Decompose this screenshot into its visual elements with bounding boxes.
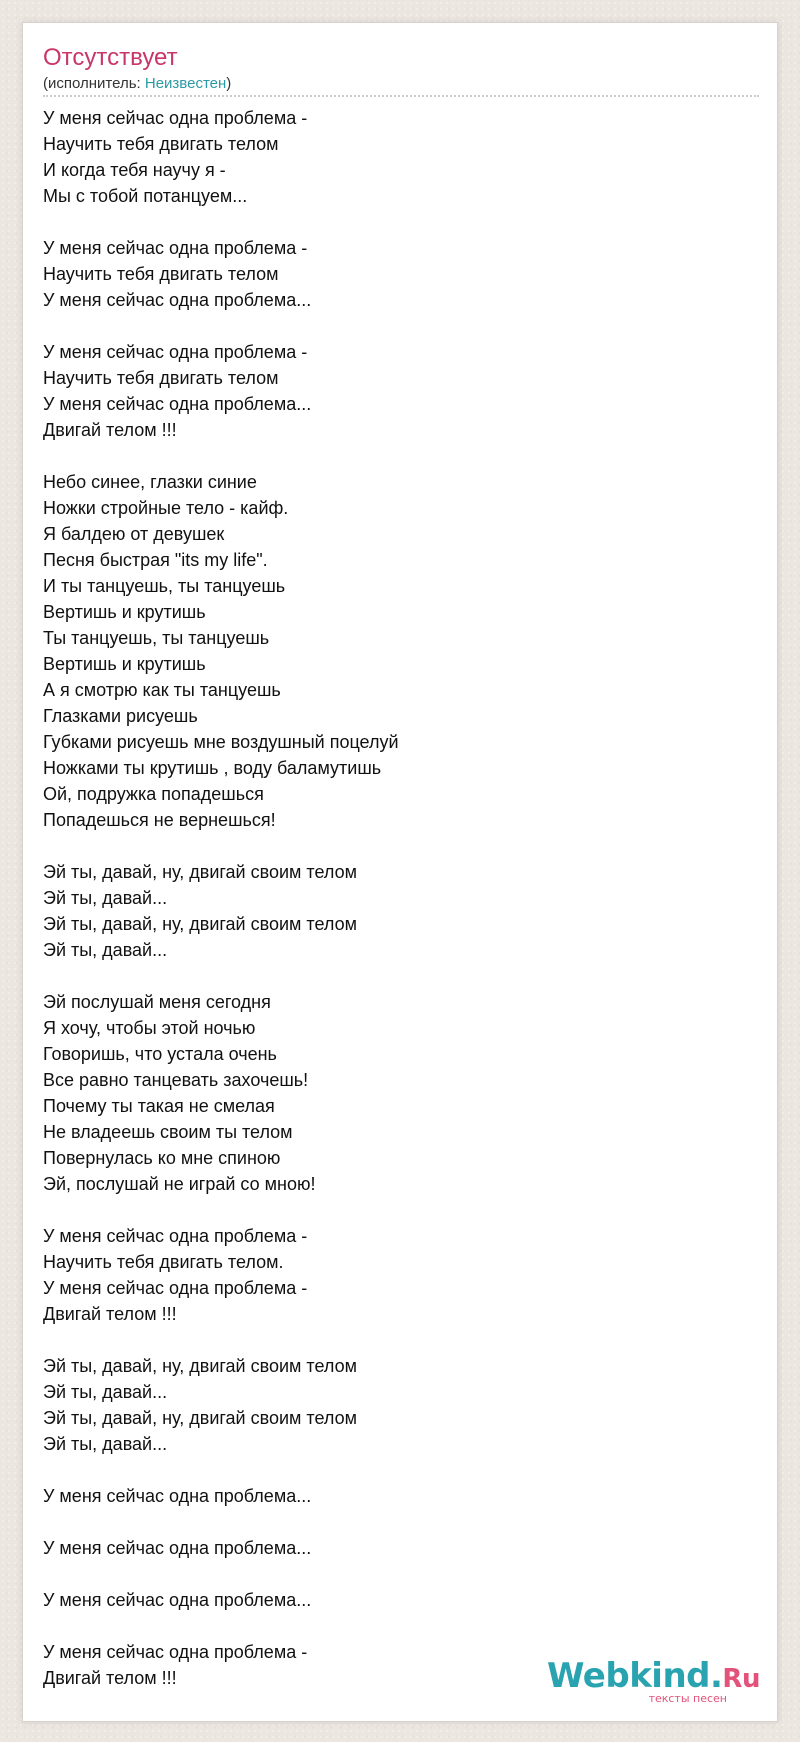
lyrics-card [22, 22, 778, 1722]
lyric-line: Губками рисуешь мне воздушный поцелуй [43, 732, 399, 752]
lyric-blank-line [43, 1613, 759, 1639]
lyric-line: У меня сейчас одна проблема - [43, 108, 308, 128]
logo-tld: Ru [722, 1664, 760, 1694]
lyric-blank-line [43, 1509, 759, 1535]
lyric-line: Эй, послушай не играй со мною! [43, 1174, 316, 1194]
lyric-blank-line [43, 209, 759, 235]
lyric-line: Научить тебя двигать телом [43, 264, 279, 284]
site-logo[interactable] [547, 1656, 760, 1705]
lyric-line: Мы с тобой потанцуем... [43, 186, 248, 206]
lyric-line: У меня сейчас одна проблема - [43, 1278, 308, 1298]
lyric-line: Эй послушай меня сегодня [43, 992, 271, 1012]
lyric-line: У меня сейчас одна проблема... [43, 1486, 312, 1506]
lyric-line: Небо синее, глазки синие [43, 472, 257, 492]
lyric-line: Я хочу, чтобы этой ночью [43, 1018, 256, 1038]
lyric-blank-line [43, 313, 759, 339]
lyric-line: У меня сейчас одна проблема - [43, 238, 308, 258]
artist-suffix: ) [226, 75, 232, 92]
lyric-line: Ты танцуешь, ты танцуешь [43, 628, 270, 648]
artist-line [43, 74, 759, 94]
lyric-line: Научить тебя двигать телом. [43, 1252, 284, 1272]
lyric-line: Ножки стройные тело - кайф. [43, 498, 289, 518]
lyric-blank-line [43, 833, 759, 859]
lyric-line: Эй ты, давай, ну, двигай своим телом [43, 914, 357, 934]
lyric-line: Научить тебя двигать телом [43, 134, 279, 154]
lyric-line: Ножками ты крутишь , воду баламутишь [43, 758, 382, 778]
lyric-line: Эй ты, давай... [43, 940, 168, 960]
lyric-line: Не владеешь своим ты телом [43, 1122, 293, 1142]
logo-dot: . [710, 1656, 723, 1696]
song-header [43, 43, 759, 94]
lyric-line: Эй ты, давай, ну, двигай своим телом [43, 1408, 357, 1428]
artist-link[interactable]: Неизвестен [144, 75, 227, 92]
song-title: Отсутствует [43, 44, 178, 71]
lyric-line: У меня сейчас одна проблема - [43, 1642, 308, 1662]
lyric-blank-line [43, 1327, 759, 1353]
artist-prefix: (исполнитель: [43, 75, 145, 92]
lyric-line: Попадешься не вернешься! [43, 810, 276, 830]
lyric-line: Я балдею от девушек [43, 524, 225, 544]
lyric-line: У меня сейчас одна проблема - [43, 1226, 308, 1246]
lyric-line: У меня сейчас одна проблема... [43, 394, 312, 414]
lyric-line: Песня быстрая "its my life". [43, 550, 268, 570]
lyric-line: Ой, подружка попадешься [43, 784, 264, 804]
lyric-line: Вертишь и крутишь [43, 654, 206, 674]
logo-name: Webkind [547, 1656, 710, 1696]
lyrics-text [43, 105, 759, 1691]
lyric-blank-line [43, 1561, 759, 1587]
lyric-line: И ты танцуешь, ты танцуешь [43, 576, 286, 596]
lyric-line: У меня сейчас одна проблема... [43, 1590, 312, 1610]
lyric-line: Говоришь, что устала очень [43, 1044, 277, 1064]
lyric-line: Повернулась ко мне спиною [43, 1148, 281, 1168]
logo-tagline: тексты песен [648, 1692, 727, 1705]
lyric-line: Научить тебя двигать телом [43, 368, 279, 388]
lyric-line: Двигай телом !!! [43, 1668, 177, 1688]
lyric-blank-line [43, 1457, 759, 1483]
lyric-line: У меня сейчас одна проблема... [43, 1538, 312, 1558]
header-divider [43, 95, 759, 97]
lyric-line: Эй ты, давай, ну, двигай своим телом [43, 862, 357, 882]
lyric-line: Двигай телом !!! [43, 1304, 177, 1324]
lyric-line: Вертишь и крутишь [43, 602, 206, 622]
lyric-line: Все равно танцевать захочешь! [43, 1070, 309, 1090]
lyric-line: Эй ты, давай, ну, двигай своим телом [43, 1356, 357, 1376]
lyric-line: У меня сейчас одна проблема... [43, 290, 312, 310]
lyric-line: Эй ты, давай... [43, 1434, 168, 1454]
lyric-line: Эй ты, давай... [43, 888, 168, 908]
lyric-line: А я смотрю как ты танцуешь [43, 680, 281, 700]
lyric-line: И когда тебя научу я - [43, 160, 226, 180]
lyric-blank-line [43, 963, 759, 989]
lyric-line: Эй ты, давай... [43, 1382, 168, 1402]
lyric-line: Почему ты такая не смелая [43, 1096, 275, 1116]
lyric-blank-line [43, 443, 759, 469]
lyric-line: Глазками рисуешь [43, 706, 198, 726]
lyric-blank-line [43, 1197, 759, 1223]
lyric-line: У меня сейчас одна проблема - [43, 342, 308, 362]
lyric-line: Двигай телом !!! [43, 420, 177, 440]
